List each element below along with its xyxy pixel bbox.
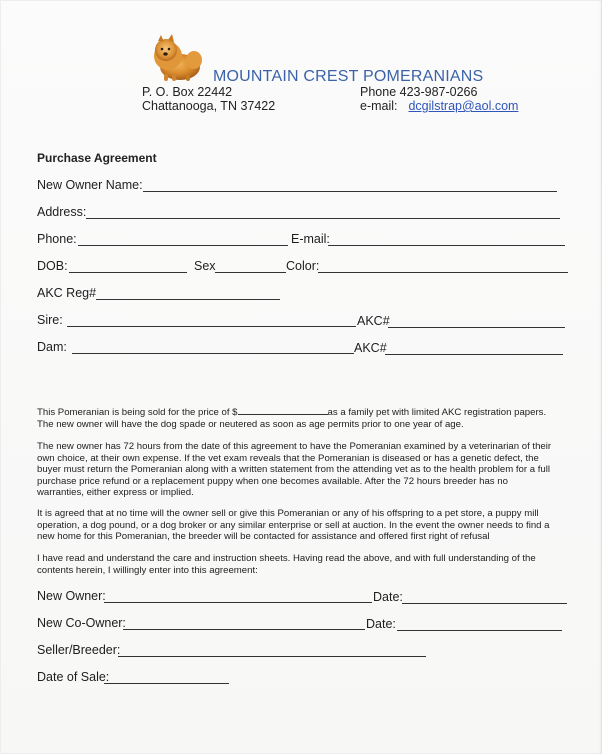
new-owner-date-label: Date: — [373, 590, 403, 604]
phone-label: Phone: — [37, 232, 77, 246]
sire-akc-label: AKC# — [357, 314, 390, 328]
dam-akc-label: AKC# — [354, 341, 387, 355]
sire-akc-field[interactable] — [388, 327, 565, 328]
email-field[interactable] — [328, 245, 565, 246]
akc-reg-field[interactable] — [96, 299, 280, 300]
seller-breeder-label: Seller/Breeder: — [37, 643, 121, 657]
date-of-sale-label: Date of Sale: — [37, 670, 110, 684]
new-owner-date-field[interactable] — [402, 603, 567, 604]
new-owner-name-field[interactable] — [143, 191, 557, 192]
dam-akc-field[interactable] — [385, 354, 563, 355]
sex-field[interactable] — [215, 272, 286, 273]
co-owner-date-field[interactable] — [397, 630, 562, 631]
address-label: Address: — [37, 205, 87, 219]
dob-label: DOB: — [37, 259, 68, 273]
paragraph-line: The new owner has 72 hours from the date of this agreement to have the Pomeranian examined by a veterinarian of their — [37, 441, 552, 452]
co-owner-signature-label: New Co-Owner: — [37, 616, 126, 630]
new-owner-name-label: New Owner Name: — [37, 178, 143, 192]
dam-field[interactable] — [72, 353, 354, 354]
new-owner-signature-field[interactable] — [104, 602, 372, 603]
sire-field[interactable] — [67, 326, 356, 327]
price-text-start: This Pomeranian is being sold for the price of $ — [37, 407, 238, 418]
dob-field[interactable] — [69, 272, 187, 273]
date-of-sale-field[interactable] — [104, 683, 229, 684]
spay-neuter-line: The new owner will have the dog spade or neutered as soon as age permits prior to one year of age. — [37, 418, 464, 430]
seller-breeder-field[interactable] — [118, 656, 426, 657]
phone-number: Phone 423-987-0266 — [360, 85, 478, 99]
phone-field[interactable] — [78, 245, 288, 246]
new-owner-signature-label: New Owner: — [37, 589, 106, 603]
paragraph-line: warranties, either express or implied. — [37, 487, 194, 499]
paragraph-line: It is agreed that at no time will the owner sell or give this Pomeranian or any of his offspring to a pet store, a puppy mill — [37, 508, 539, 519]
paragraph-line: buyer must return the Pomeranian along with a written statement from the attending vet as to the health problem for a full — [37, 464, 551, 476]
color-field[interactable] — [318, 272, 568, 273]
paragraph-line: purchase price refund or a replacement puppy when one becomes available. After the 72 hours breeder has no — [37, 475, 508, 487]
paragraph-line: new home for this Pomeranian, the breeder will be contacted for assistance and offered first right of refusal — [37, 531, 490, 543]
resale-restriction-paragraph — [37, 508, 567, 543]
co-owner-signature-field[interactable] — [123, 629, 365, 630]
city-state-zip: Chattanooga, TN 37422 — [142, 99, 276, 113]
email-row — [360, 99, 518, 113]
dam-label: Dam: — [37, 340, 67, 354]
co-owner-date-label: Date: — [366, 617, 396, 631]
sire-label: Sire: — [37, 313, 63, 327]
address-field[interactable] — [86, 218, 560, 219]
sex-label: Sex — [194, 259, 216, 273]
paragraph-line: contents herein, I willingly enter into this agreement: — [37, 564, 258, 576]
paragraph-line: I have read and understand the care and instruction sheets. Having read the above, and with full understanding of the — [37, 553, 536, 564]
company-name: MOUNTAIN CREST POMERANIANS — [213, 68, 484, 85]
akc-reg-label: AKC Reg# — [37, 286, 97, 300]
paragraph-line: own choice, at their own expense. If the vet exam reveals that the Pomeranian is diseased or has a genetic defect, the — [37, 452, 539, 464]
price-blank[interactable] — [238, 406, 328, 415]
form-title: Purchase Agreement — [37, 151, 157, 165]
email-link[interactable]: dcgilstrap@aol.com — [408, 99, 519, 113]
pomeranian-dog-icon — [150, 34, 204, 82]
price-line — [37, 406, 567, 419]
price-text-end: as a family pet with limited AKC registration papers. — [327, 407, 547, 418]
email-label: e-mail: — [360, 99, 398, 113]
price-paragraph — [37, 406, 567, 430]
email-field-label: E-mail: — [291, 232, 330, 246]
po-box: P. O. Box 22442 — [142, 85, 233, 99]
acknowledgement-paragraph — [37, 553, 567, 576]
health-guarantee-paragraph — [37, 441, 567, 499]
color-label: Color: — [286, 259, 320, 273]
paragraph-line: operation, a dog pound, or a dog broker or any similar enterprise or sell at auction. In the event the owner needs to find a — [37, 519, 550, 531]
